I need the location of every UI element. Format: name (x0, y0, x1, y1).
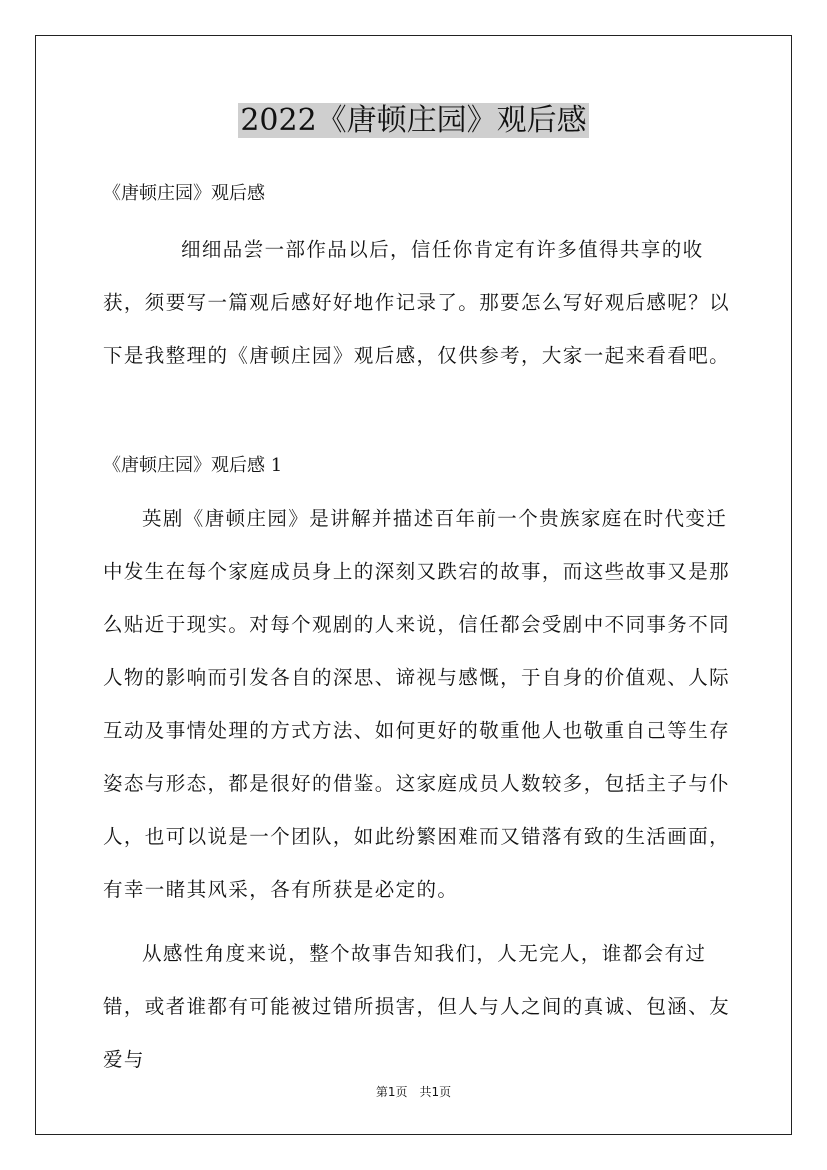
document-title (0, 101, 827, 141)
document-title-text: 2022《唐顿庄园》观后感 (240, 103, 587, 138)
section-1-paragraph-1: 英剧《唐顿庄园》是讲解并描述百年前一个贵族家庭在时代变迁中发生在每个家庭成员身上的深刻又跌宕的故事，而这些故事又是那么贴近于现实。对每个观剧的人来说，信任都会受剧中不同事务不同人物的影响而引发各自的深思、谛视与感慨，于自身的价值观、人际互动及事情处理的方式方法、如何更好的敬重他人也敬重自己等生存姿态与形态，都是很好的借鉴。这家庭成员人数较多，包括主子与仆人，也可以说是一个团队，如此纷繁困难而又错落有致的生活画面，有幸一睹其风采，各有所获是必定的。 (103, 507, 731, 901)
page-number: 第1页 共1页 (375, 1085, 452, 1099)
section-1-paragraph-2: 从感性角度来说，整个故事告知我们，人无完人，谁都会有过错，或者谁都有可能被过错所损害，但人与人之间的真诚、包涵、友爱与 (103, 942, 731, 1071)
intro-paragraph: 细细品尝一部作品以后，信任你肯定有许多值得共享的收获，须要写一篇观后感好好地作记录了。那要怎么写好观后感呢？以下是我整理的《唐顿庄园》观后感，仅供参考，大家一起来看看吧。 (103, 238, 731, 367)
document-subtitle: 《唐顿庄园》观后感 (103, 183, 265, 204)
section-heading-1: 《唐顿庄园》观后感 1 (103, 455, 283, 476)
